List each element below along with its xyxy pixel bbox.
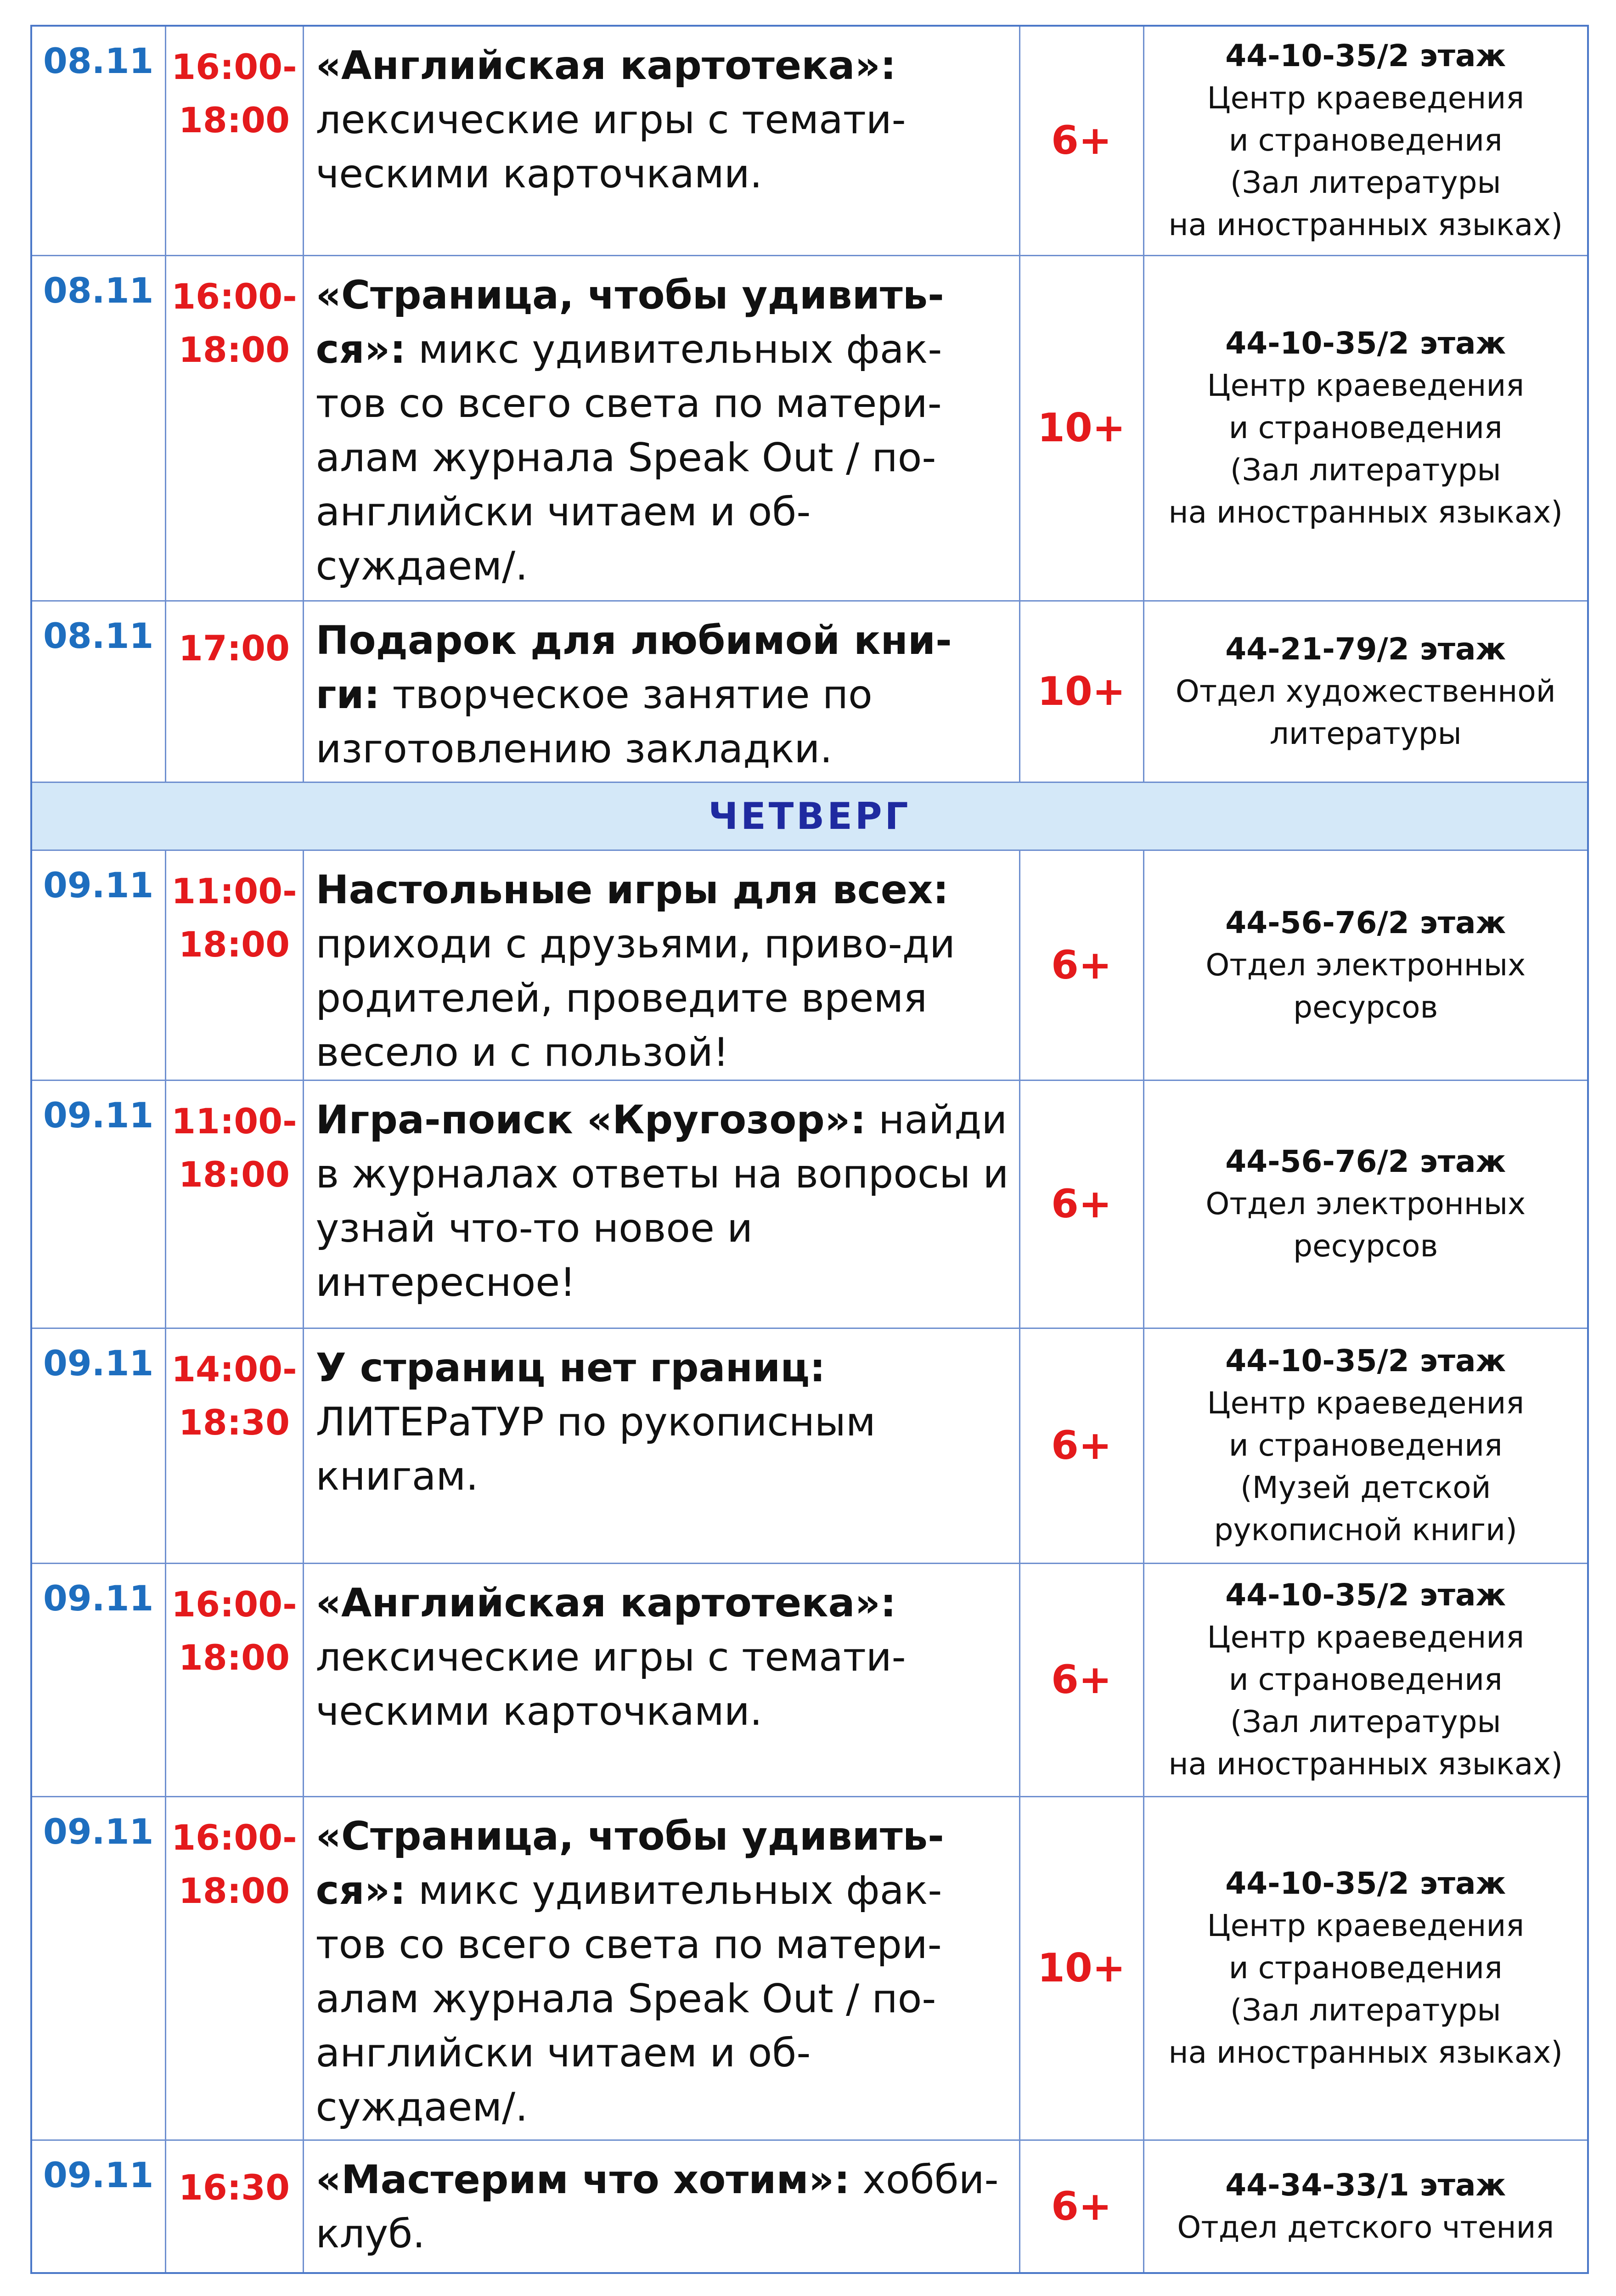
age-rating: 6+	[1019, 26, 1143, 255]
event-row	[31, 1563, 1588, 1796]
event-date: 09.11	[31, 1563, 165, 1796]
event-title: Настольные игры для всех:	[315, 867, 949, 913]
event-time	[165, 1796, 303, 2140]
age-rating: 6+	[1019, 850, 1143, 1080]
event-time-part: 18:00	[179, 923, 290, 965]
event-time-part: 18:00	[179, 329, 290, 370]
location-line: Центр краеведения	[1207, 1385, 1525, 1421]
event-description	[303, 601, 1019, 782]
event-time-part: 18:00	[179, 100, 290, 141]
event-date: 09.11	[31, 1328, 165, 1563]
location-line: и страноведения	[1228, 1950, 1503, 1986]
age-rating: 10+	[1019, 601, 1143, 782]
location-line: и страноведения	[1228, 1428, 1503, 1463]
location-line: рукописной книги)	[1214, 1512, 1517, 1548]
event-title: «Страница, чтобы удивить-ся»:	[315, 1813, 944, 1913]
event-row	[31, 2140, 1588, 2273]
event-row	[31, 1796, 1588, 2140]
event-time-part: 17:00	[179, 627, 290, 669]
event-time-part: 16:00-	[171, 1583, 297, 1625]
age-rating: 10+	[1019, 255, 1143, 601]
location-line: Центр краеведения	[1207, 368, 1525, 403]
event-date: 08.11	[31, 26, 165, 255]
event-time	[165, 255, 303, 601]
phone-floor: 44-10-35/2 этаж	[1225, 1577, 1506, 1613]
event-time	[165, 1080, 303, 1328]
event-date: 09.11	[31, 1796, 165, 2140]
location-line: (Зал литературы	[1230, 1992, 1501, 2028]
day-name: ЧЕТВЕРГ	[708, 794, 911, 838]
location-line: Центр краеведения	[1207, 1620, 1525, 1655]
event-title: «Мастерим что хотим»:	[315, 2156, 850, 2203]
location-line: литературы	[1269, 715, 1462, 751]
location-line: и страноведения	[1228, 1662, 1503, 1697]
event-location	[1143, 850, 1588, 1080]
event-title: Игра-поиск «Кругозор»:	[315, 1097, 866, 1143]
event-location	[1143, 1080, 1588, 1328]
event-location	[1143, 1563, 1588, 1796]
event-date: 09.11	[31, 850, 165, 1080]
location-line: Центр краеведения	[1207, 80, 1525, 116]
event-description	[303, 1328, 1019, 1563]
event-title: У страниц нет границ:	[315, 1345, 826, 1391]
event-time-part: 18:30	[179, 1401, 290, 1443]
event-location	[1143, 2140, 1588, 2273]
location-line: (Зал литературы	[1230, 1704, 1501, 1739]
phone-floor: 44-56-76/2 этаж	[1225, 905, 1506, 940]
event-details: микс удивительных фак-тов со всего света по матери-алам журнала Speak Out / по-английски читаем и об-суждаем/.	[315, 326, 942, 589]
location-line: на иностранных языках)	[1168, 1746, 1563, 1782]
phone-floor: 44-10-35/2 этаж	[1225, 38, 1506, 74]
location-line: ресурсов	[1293, 1228, 1438, 1264]
phone-floor: 44-10-35/2 этаж	[1225, 1866, 1506, 1901]
location-line: Отдел художественной	[1175, 673, 1556, 709]
event-location	[1143, 26, 1588, 255]
event-description	[303, 26, 1019, 255]
event-description	[303, 850, 1019, 1080]
event-title: «Английская картотека»:	[315, 1580, 896, 1626]
location-line: Отдел электронных	[1205, 1186, 1526, 1221]
events-table	[30, 25, 1589, 2274]
event-location	[1143, 601, 1588, 782]
event-description	[303, 255, 1019, 601]
schedule-sheet	[30, 25, 1587, 2274]
event-description	[303, 1563, 1019, 1796]
event-details: найди в журналах ответы на вопросы и узнай что-то новое и интересное!	[315, 1097, 1009, 1306]
location-line: Отдел детского чтения	[1177, 2209, 1554, 2245]
event-time-part: 16:30	[179, 2167, 290, 2208]
event-time	[165, 601, 303, 782]
location-line: и страноведения	[1228, 123, 1503, 158]
age-rating: 6+	[1019, 1080, 1143, 1328]
event-details: ЛИТЕРаТУР по рукописным книгам.	[315, 1399, 876, 1499]
location-line: Центр краеведения	[1207, 1908, 1525, 1943]
location-line: на иностранных языках)	[1168, 2035, 1563, 2070]
location-line: на иностранных языках)	[1168, 495, 1563, 530]
event-time	[165, 850, 303, 1080]
event-location	[1143, 1328, 1588, 1563]
location-line: ресурсов	[1293, 989, 1438, 1025]
event-title: «Английская картотека»:	[315, 43, 896, 89]
location-line: (Музей детской	[1240, 1470, 1491, 1505]
event-row	[31, 1080, 1588, 1328]
event-details: хобби-клуб.	[315, 2156, 999, 2257]
event-time-part: 16:00-	[171, 276, 297, 317]
age-rating: 10+	[1019, 1796, 1143, 2140]
event-details: лексические игры с темати-ческими карточками.	[315, 1634, 906, 1734]
event-row	[31, 850, 1588, 1080]
phone-floor: 44-10-35/2 этаж	[1225, 1343, 1506, 1379]
event-description	[303, 2140, 1019, 2273]
event-time-part: 18:00	[179, 1870, 290, 1911]
age-rating: 6+	[1019, 1328, 1143, 1563]
event-time-part: 18:00	[179, 1154, 290, 1195]
event-row	[31, 1328, 1588, 1563]
event-time-part: 14:00-	[171, 1348, 297, 1390]
event-location	[1143, 255, 1588, 601]
phone-floor: 44-10-35/2 этаж	[1225, 326, 1506, 361]
day-header-row	[31, 782, 1588, 850]
event-date: 08.11	[31, 255, 165, 601]
event-description	[303, 1796, 1019, 2140]
event-time	[165, 1563, 303, 1796]
event-row	[31, 255, 1588, 601]
event-row	[31, 601, 1588, 782]
location-line: (Зал литературы	[1230, 452, 1501, 488]
event-row	[31, 26, 1588, 255]
event-time	[165, 26, 303, 255]
event-time-part: 18:00	[179, 1637, 290, 1678]
event-title: Подарок для любимой кни-ги:	[315, 617, 952, 718]
phone-floor: 44-56-76/2 этаж	[1225, 1144, 1506, 1179]
location-line: Отдел электронных	[1205, 947, 1526, 983]
event-details: приходи с друзьями, приво-ди родителей, проведите время весело и с пользой!	[315, 921, 955, 1075]
day-header-cell	[31, 782, 1588, 850]
age-rating: 6+	[1019, 2140, 1143, 2273]
event-time-part: 16:00-	[171, 46, 297, 87]
location-line: (Зал литературы	[1230, 165, 1501, 201]
age-rating: 6+	[1019, 1563, 1143, 1796]
event-details: творческое занятие по изготовлению закладки.	[315, 671, 873, 772]
event-date: 09.11	[31, 2140, 165, 2273]
event-date: 08.11	[31, 601, 165, 782]
phone-floor: 44-21-79/2 этаж	[1225, 631, 1506, 667]
event-details: микс удивительных фак-тов со всего света по матери-алам журнала Speak Out / по-английски читаем и об-суждаем/.	[315, 1867, 942, 2130]
event-title: «Страница, чтобы удивить-ся»:	[315, 272, 944, 372]
event-time-part: 11:00-	[171, 870, 297, 912]
event-date: 09.11	[31, 1080, 165, 1328]
event-time-part: 11:00-	[171, 1100, 297, 1142]
event-time	[165, 2140, 303, 2273]
event-time-part: 16:00-	[171, 1817, 297, 1858]
event-details: лексические игры с темати-ческими карточками.	[315, 97, 906, 197]
location-line: на иностранных языках)	[1168, 207, 1563, 243]
phone-floor: 44-34-33/1 этаж	[1225, 2167, 1506, 2203]
location-line: и страноведения	[1228, 410, 1503, 445]
event-time	[165, 1328, 303, 1563]
event-location	[1143, 1796, 1588, 2140]
event-description	[303, 1080, 1019, 1328]
